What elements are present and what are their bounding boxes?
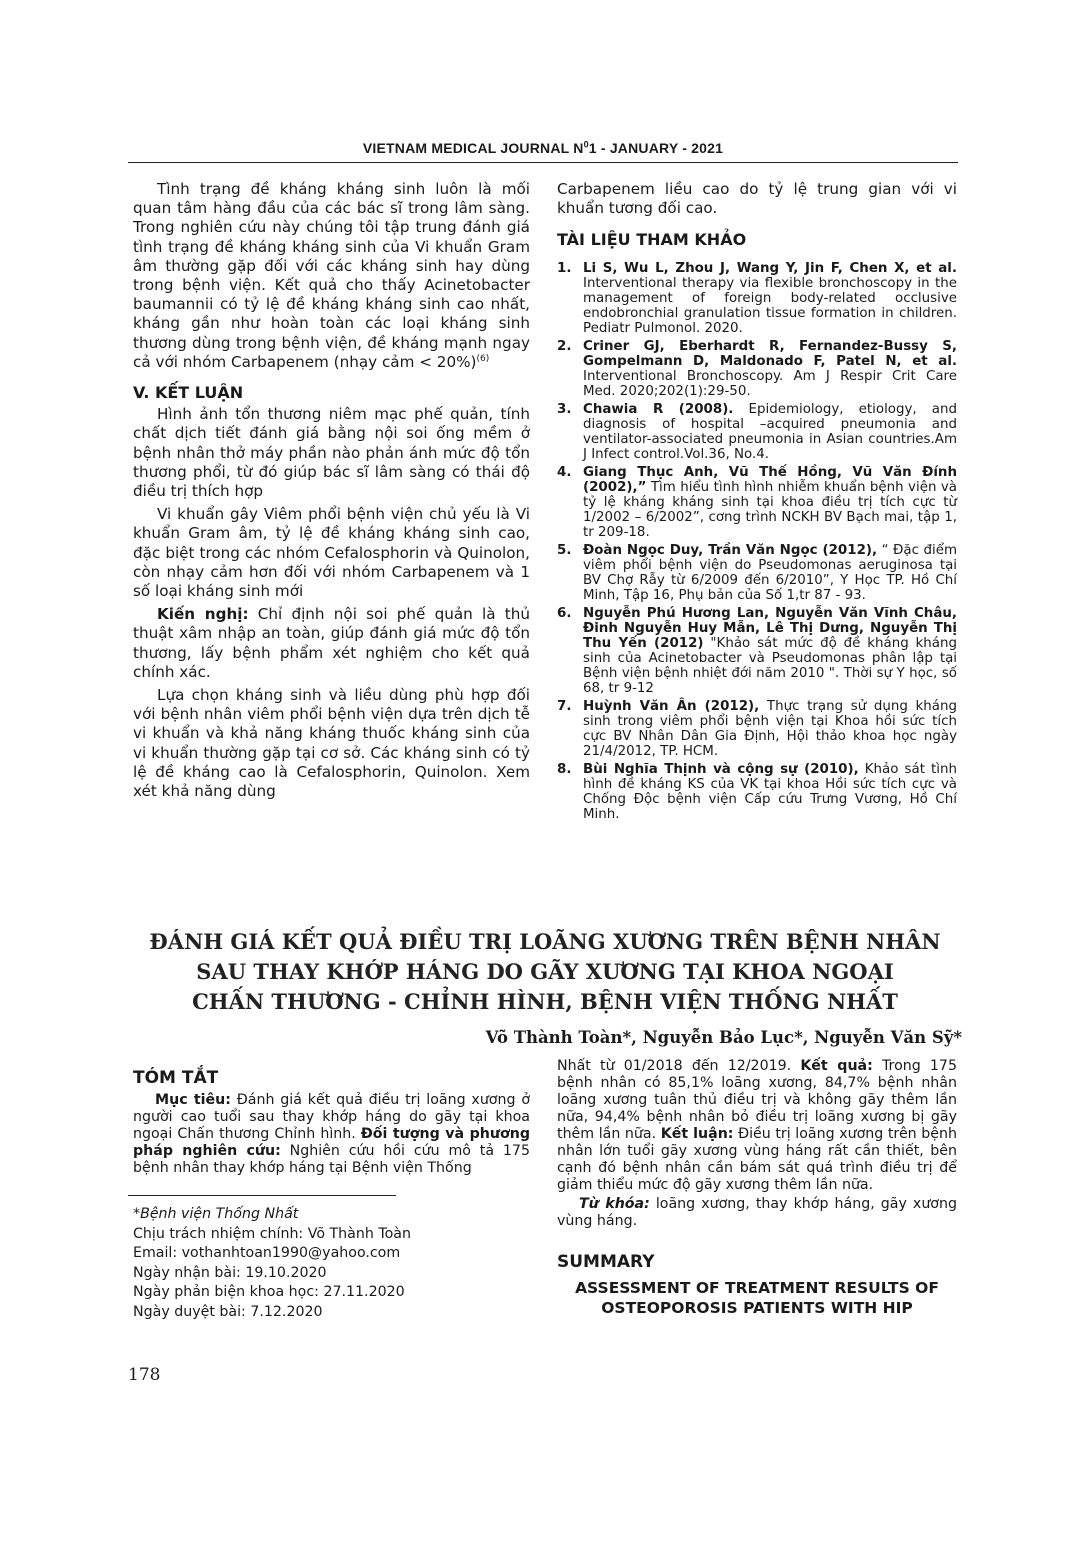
footnote-approved: Ngày duyệt bài: 7.12.2020 [133,1303,323,1320]
reference-text: “ Đặc điểm viêm phổi bệnh viện do Pseudomonas aeruginosa tại BV Chợ Rẫy từ 6/2009 đến 6/2010”, Y Học TP. Hồ Chí Minh, Tập 16, Phụ bản của Số 1,tr 87 - 93. [583,543,958,603]
summary-title-line-1: ASSESSMENT OF TREATMENT RESULTS OF [575,1279,939,1297]
reference-number: 1. [557,261,572,276]
reference-text: Interventional therapy via flexible bronchoscopy in the management of foreign body-related occlusive endobronchial granulation tissue formation in children. Pediatr Pulmonol. 2020. [583,276,957,336]
journal-name: VIETNAM MEDICAL JOURNAL N [362,140,584,156]
recommendation-text: Chỉ định nội soi phế quản là thủ thuật xâm nhập an toàn, giúp đánh giá mức độ tổn thương, lấy bệnh phẩm xét nghiệm cho kết quả chính xác. [133,605,530,681]
reference-text: Tìm hiểu tình hình nhiễm khuẩn bệnh viện và tỷ lệ kháng kháng sinh tại khoa điều trị tích cực từ 1/2002 – 6/2002”, cơng trình NCKH BV Bạch mai, tập 1, tr 209-18. [583,480,957,540]
keywords [557,1196,957,1230]
reference-text: Interventional Bronchoscopy. Am J Respir Crit Care Med. 2020;202(1):29-50. [583,369,957,399]
issue-date: 1 - JANUARY - 2021 [588,140,724,156]
issue-superscript: 0 [583,139,589,150]
summary-title-line-2: OSTEOPOROSIS PATIENTS WITH HIP [601,1299,913,1317]
title-line-3: CHẤN THƯƠNG - CHỈNH HÌNH, BỆNH VIỆN THỐNG NHẤT [192,989,898,1014]
article-title [140,927,950,1017]
keywords-label: Từ khóa: [579,1196,650,1212]
citation-sup: (6) [476,353,490,364]
keywords-text: loãng xương, thay khớp háng, gãy xương vùng háng. [557,1196,957,1229]
article-authors: Võ Thành Toàn*, Nguyễn Bảo Lục*, Nguyễn Văn Sỹ* [485,1028,962,1047]
paragraph-antibiotics: Lựa chọn kháng sinh và liều dùng phù hợp đối với bệnh nhân viêm phổi bệnh viện dựa trên dịch tễ vi khuẩn và khả năng kháng thuốc kháng sinh của vi khuẩn thường gặp tại cơ sở. Các kháng sinh có tỷ lệ đề kháng cao là Cefalosphorin, Quinolon. Xem xét khả năng dùng [133,686,530,801]
conclusion-text: Điều trị loãng xương trên bệnh nhân lớn tuổi gãy xương vùng háng rất cần thiết, bên cạnh đó bệnh nhân cần bám sát quá trình điều trị để giảm thiểu mức độ gãy xương thêm lần nữa. [557,1126,957,1193]
objective-text: Đánh giá kết quả điều trị loãng xương ở người cao tuổi sau thay khớp háng do gãy tại khoa ngoại Chấn thương Chỉnh hình. [133,1092,530,1142]
reference-authors: Li S, Wu L, Zhou J, Wang Y, Jin F, Chen X, et al. [583,261,957,276]
abstract-cont-text: Nhất từ 01/2018 đến 12/2019. [557,1058,801,1074]
summary-title [557,1278,957,1318]
paragraph-continued: Carbapenem liều cao do tỷ lệ trung gian với vi khuẩn tương đối cao. [557,180,957,218]
methods-text: Nghiên cứu hồi cứu mô tả 175 bệnh nhân thay khớp háng tại Bệnh viện Thống [133,1143,530,1176]
reference-number: 6. [557,606,572,621]
header-rule [128,162,958,163]
title-line-1: ĐÁNH GIÁ KẾT QUẢ ĐIỀU TRỊ LOÃNG XƯƠNG TRÊN BỆNH NHÂN [149,929,941,954]
reference-number: 4. [557,465,572,480]
paragraph-recommendation [133,605,530,682]
references-heading: TÀI LIỆU THAM KHẢO [557,230,747,250]
reference-number: 2. [557,339,572,354]
reference-authors: Chawia R (2008). [583,402,734,417]
reference-authors: Bùi Nghĩa Thịnh và cộng sự (2010), [583,762,859,777]
abstract-left [133,1092,530,1177]
reference-number: 3. [557,402,572,417]
reference-item [557,543,957,603]
reference-number: 7. [557,699,572,714]
reference-item [557,699,957,759]
left-column [133,180,530,801]
summary-heading: SUMMARY [557,1252,655,1272]
title-line-2: SAU THAY KHỚP HÁNG DO GÃY XƯƠNG TẠI KHOA NGOẠI [196,959,894,984]
section-heading-conclusion: V. KẾT LUẬN [133,383,244,403]
abstract-continued [557,1058,957,1194]
reference-authors: Criner GJ, Eberhardt R, Fernandez-Bussy S, Gompelmann D, Maldonado F, Patel N, et al. [583,339,957,369]
discussion-text: Tình trạng đề kháng kháng sinh luôn là mối quan tâm hàng đầu của các bác sĩ trong lâm sàng. Trong nghiên cứu này chúng tôi tập trung đánh giá tình trạng đề kháng kháng sinh của Vi khuẩn Gram âm thường gặp đối với các kháng sinh hay dùng trong bệnh viện. Kết quả cho thấy Acinetobacter baumannii có tỷ lệ đề kháng kháng sinh cao nhất, kháng gần như hoàn toàn các loại kháng sinh thương dùng trong bệnh viện, đề kháng mạnh ngay cả với nhóm Carbapenem (nhạy cảm < 20%) [133,180,530,371]
reference-authors: Đoàn Ngọc Duy, Trần Văn Ngọc (2012), [583,543,878,558]
references-list [557,261,957,825]
results-label: Kết quả: [800,1058,873,1074]
footnote-email: Email: vothanhtoan1990@yahoo.com [133,1245,401,1261]
abstract-paragraph [133,1092,530,1177]
reference-item [557,606,957,696]
right-column [557,180,957,252]
conclusion-label: Kết luận: [660,1126,734,1142]
reference-text: Epidemiology, etiology, and diagnosis of hospital –acquired pneumonia and ventilator-associated pneumonia in Asian countries.Am J Infect control.Vol.36, No.4. [583,402,957,462]
objective-label: Mục tiêu: [155,1092,231,1108]
page-number: 178 [128,1365,161,1385]
reference-item [557,402,957,462]
footnote-rule [128,1195,396,1196]
reference-authors: Giang Thục Anh, Vũ Thế Hồng, Vũ Văn Đính (2002),” [583,465,957,495]
reference-item [557,762,957,822]
paragraph-discussion [133,180,530,372]
results-text: Trong 175 bệnh nhân có 85,1% loãng xương, 84,7% bệnh nhân loãng xương tuân thủ điều trị và không gãy thêm lần nữa, 94,4% bệnh nhân bỏ điều trị loãng xương bị gãy thêm lần nữa. [557,1058,957,1142]
paragraph-conclusion-2: Vi khuẩn gây Viêm phổi bệnh viện chủ yếu là Vi khuẩn Gram âm, tỷ lệ đề kháng kháng sinh cao, đặc biệt trong các nhóm Cefalosphorin và Quinolon, còn nhạy cảm hơn đối với nhóm Carbapenem và 1 số loại kháng sinh mới [133,505,530,601]
footnote-received: Ngày nhận bài: 19.10.2020 [133,1264,327,1281]
footnote [133,1205,530,1322]
reference-item [557,465,957,540]
reference-text: Khảo sát tình hình đề kháng KS của VK tại khoa Hồi sức tích cực và Chống Độc bệnh viện Cấp cứu Trưng Vương, Hồ Chí Minh. [583,762,957,822]
abstract-right [557,1058,957,1230]
abstract-heading: TÓM TẮT [133,1068,219,1088]
reference-text: "Khảo sát mức độ đề kháng kháng sinh của Acinetobacter và Pseudomonas phân lập tại Bệnh viện bệnh nhiệt đới năm 2010 ". Thời sự Y học, số 68, tr 9-12 [583,636,957,696]
methods-label: Đối tượng và phương pháp nghiên cứu: [133,1126,530,1159]
footnote-reviewed: Ngày phản biện khoa học: 27.11.2020 [133,1284,405,1300]
recommendation-label: Kiến nghị: [157,605,249,624]
reference-item [557,261,957,336]
reference-text: Thực trạng sử dụng kháng sinh trong viêm phổi bệnh viện tại Khoa hồi sức tích cực BV Nhân Dân Gia Định, Hội thảo khoa học ngày 21/4/2012, TP. HCM. [583,699,957,759]
footnote-responsible: Chịu trách nhiệm chính: Võ Thành Toàn [133,1225,411,1242]
journal-header [128,140,958,156]
paragraph-conclusion-1: Hình ảnh tổn thương niêm mạc phế quản, tính chất dịch tiết đánh giá bằng nội soi ống mềm ở bệnh nhân thở máy phần nào phản ánh mức độ tổn thương phổi, từ đó giúp bác sĩ lâm sàng có thái độ điều trị thích hợp [133,405,530,501]
footnote-affiliation: *Bệnh viện Thống Nhất [133,1206,299,1222]
reference-authors: Huỳnh Văn Ân (2012), [583,699,760,714]
reference-number: 5. [557,543,572,558]
reference-item [557,339,957,399]
reference-authors: Nguyễn Phú Hương Lan, Nguyễn Văn Vĩnh Châu, Đinh Nguyễn Huy Mẫn, Lê Thị Dưng, Nguyễn Thị Thu Yến (2012) [583,606,957,651]
reference-number: 8. [557,762,572,777]
